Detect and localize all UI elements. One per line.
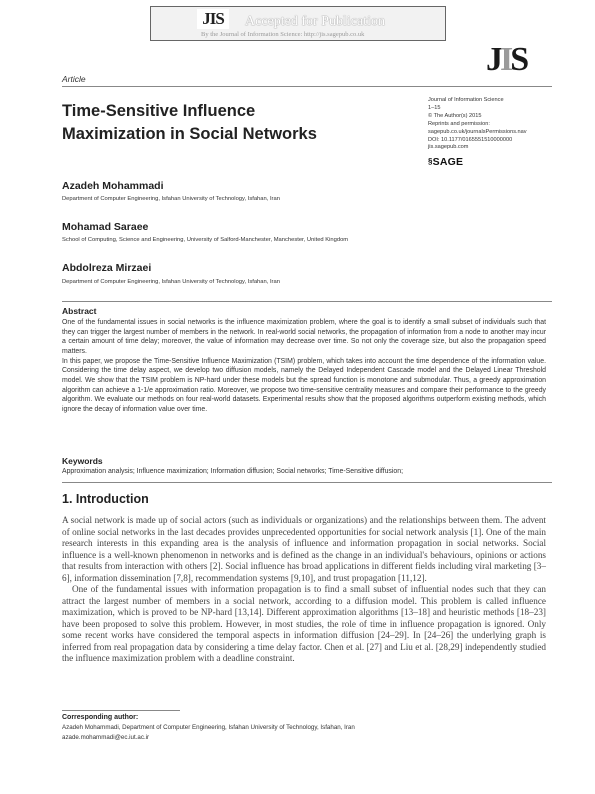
doi[interactable]: DOI: 10.1177/0165551510000000 bbox=[428, 136, 513, 143]
introduction-body bbox=[62, 515, 546, 665]
sage-logo: §SAGE bbox=[428, 156, 464, 168]
author-name-1: Azadeh Mohammadi bbox=[62, 180, 164, 192]
banner-journal-url: By the Journal of Information Science: http://jis.sagepub.co.uk bbox=[201, 31, 365, 38]
journal-name: Journal of Information Science bbox=[428, 97, 504, 103]
page-range: 1–15 bbox=[428, 104, 441, 111]
abstract-heading: Abstract bbox=[62, 306, 97, 316]
article-type-label: Article bbox=[62, 74, 86, 84]
author-affiliation-2: School of Computing, Science and Engineering, University of Salford-Manchester, Manchester, United Kingdom bbox=[62, 237, 349, 243]
copyright: © The Author(s) 2015 bbox=[428, 112, 482, 119]
banner-jis-logo: JIS bbox=[197, 9, 229, 29]
abstract-divider bbox=[62, 301, 552, 302]
author-affiliation-1: Department of Computer Engineering, Isfahan University of Technology, Isfahan, Iran bbox=[62, 196, 280, 202]
abstract-paragraph-2: In this paper, we propose the Time-Sensitive Influence Maximization (TSIM) problem, which takes into account the time dependence of the information value. Considering the time delay aspect, we develop two diffusion models, namely the Delayed Independent Cascade model and the Delayed Linear Threshold model. We show that the TSIM problem is NP-hard under these models but the spread function is monotone and submodular. Thus, a greedy approximation algorithm can achieve a 1-1/e approximation ratio. Moreover, we propose two time-sensitive centrality measures and compare their performance to the greedy algorithm. We evaluate our methods on four real-world datasets. Experimental results show that the proposed algorithms outperform existing methods, which ignore the decay of information value over time. bbox=[62, 357, 546, 413]
header-divider bbox=[62, 86, 552, 87]
journal-info bbox=[428, 97, 568, 152]
intro-paragraph-2: One of the fundamental issues with information propagation is to find a small subset of influential nodes such that they can attract the largest number of members in a social network, according to a diffusion model. This problem is called influence maximization, which is proved to be NP-hard [13,14]. Different approximation algorithms [13–18] and heuristic methods [18–23] have been proposed to solve this problem. However, in most studies, the role of time in influence propagation is ignored. Only some recent works have considered the temporal aspects in information diffusion [24–29]. In [24–26] the underlying graph is inferred from real propagation data by considering a time delay factor. Chen et al. [27] and Liu et al. [28,29] independently studied the influence maximization problem with a deadline constraint. bbox=[62, 584, 546, 663]
intro-paragraph-1: A social network is made up of social actors (such as individuals or organizations) and the relationships between them. The advent of online social networks in the last decades provides unprecedented opportunities for social network analysis [1]. One of the main research interests in this expanding area is the analysis of influence and information propagation in social networks. Social influence is a well-known phenomenon in networks and is defined as the change in an individual's behaviours, opinions or actions that results from interaction with others [2]. Social influence has broad applications in different fields including viral marketing [3–6], information dissemination [7,8], recommendation systems [9,10], and trust propagation [11,12]. bbox=[62, 515, 546, 583]
corresponding-author-details: Azadeh Mohammadi, Department of Computer Engineering, Isfahan University of Technology, Isfahan, Iran bbox=[62, 724, 355, 731]
permissions-link[interactable]: sagepub.co.uk/journalsPermissions.nav bbox=[428, 128, 527, 135]
accepted-for-publication-text: Accepted for Publication bbox=[245, 14, 385, 29]
author-name-3: Abdolreza Mirzaei bbox=[62, 262, 152, 274]
author-name-2: Mohamad Saraee bbox=[62, 221, 149, 233]
title-line-2: Maximization in Social Networks bbox=[62, 125, 317, 143]
publication-banner bbox=[150, 6, 446, 41]
abstract-paragraph-1: One of the fundamental issues in social networks is the influence maximization problem, where the goal is to identify a small subset of individuals such that they can trigger the largest number of members in the network. In real-world social networks, the propagation of information from a node to another may incur a certain amount of time delay; moreover, the value of information may decrease over time. So not only the coverage size, but also the propagation speed matters. bbox=[62, 319, 546, 355]
paper-title bbox=[62, 100, 392, 146]
keywords-list: Approximation analysis; Influence maximization; Information diffusion; Social networks; Time-Sensitive diffusion; bbox=[62, 468, 403, 475]
keywords-divider bbox=[62, 482, 552, 483]
journal-url[interactable]: jis.sagepub.com bbox=[428, 144, 469, 151]
corresponding-author-email[interactable]: azade.mohammadi@ec.iut.ac.ir bbox=[62, 734, 150, 741]
sage-mark-icon: § bbox=[428, 157, 433, 166]
corresponding-author-heading: Corresponding author: bbox=[62, 714, 139, 721]
reprints-label: Reprints and permission: bbox=[428, 120, 490, 127]
abstract-body bbox=[62, 318, 546, 415]
section-heading-introduction: 1. Introduction bbox=[62, 492, 149, 506]
keywords-heading: Keywords bbox=[62, 456, 103, 466]
footnote-divider bbox=[62, 710, 180, 711]
journal-logo: JIS bbox=[486, 41, 527, 78]
title-line-1: Time-Sensitive Influence bbox=[62, 102, 256, 120]
author-affiliation-3: Department of Computer Engineering, Isfahan University of Technology, Isfahan, Iran bbox=[62, 279, 280, 285]
